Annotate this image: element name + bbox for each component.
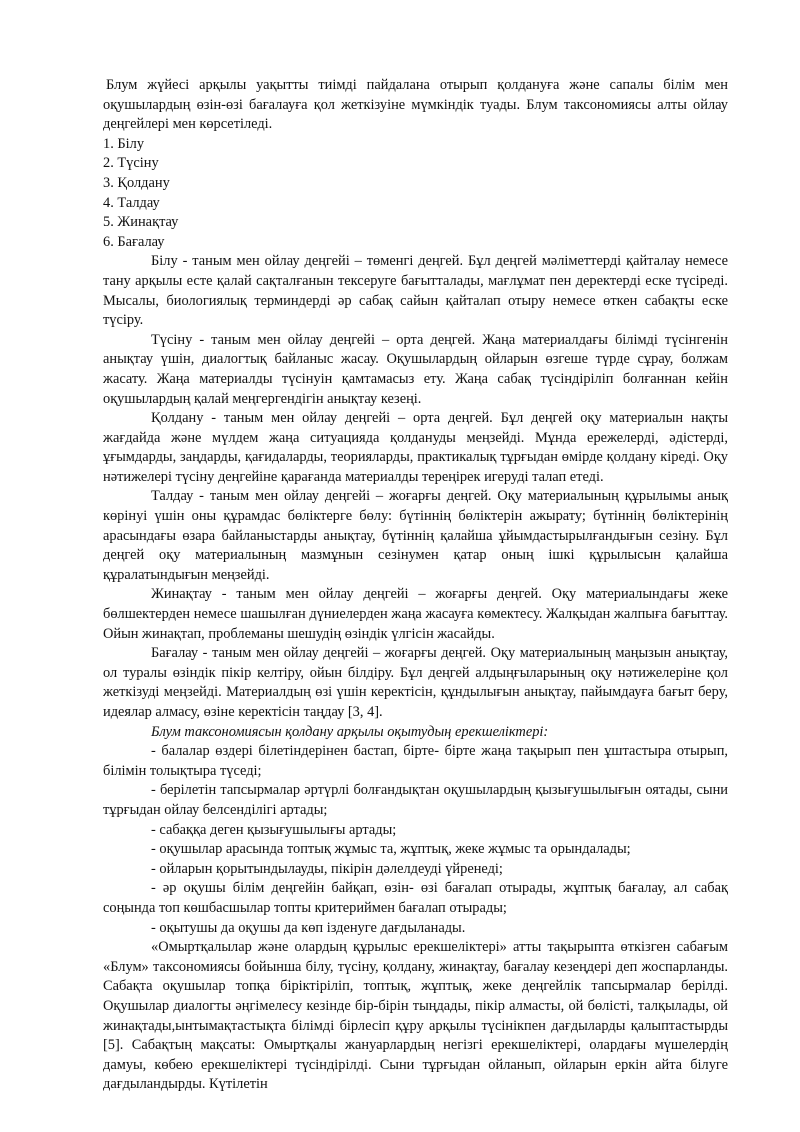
paragraph-application: Қолдану - таным мен ойлау деңгейі – орта деңгей. Бұл деңгей оқу материалын нақты жағдайда және мүлдем жаңа ситуацияда қолдануды меңзейді. Мұнда ережелерді, әдістерді, ұғымдарды, заңдарды, қағидаларды, теорияларды, практикалық тұрғыдан өмірде қолдану кіреді. Оқу нәтижелері түсіну деңгейіне қарағанда материалды тереңірек игеруді талап етеді.	[103, 410, 728, 485]
intro-paragraph: Блум жүйесі арқылы уақытты тиімді пайдалана отырып қолдануға және сапалы білім мен оқушылардың өзін-өзі бағалауға қол жеткізуіне мүмкіндік туады. Блум таксономиясы алты ойлау деңгейлері мен көрсетіледі.	[103, 77, 728, 133]
feature-item: - оқушылар арасында топтық жұмыс та, жұптық, жеке жұмыс та орындалады;	[151, 841, 631, 858]
paragraph-evaluation: Бағалау - таным мен ойлау деңгейі – жоғарғы деңгей. Оқу материалының маңызын анықтау, ол туралы өзіндік пікір келтіру, ойын білдіру. Бұл деңгей алдыңғыларының оқу нәтижелеріне қол жеткізуді меңзейді. Материалдың өзі үшін керектісін, құндылығын анықтау, пайымдауға бағыт беру, идеялар алмасу, өзіне керектісін таңдау [3, 4].	[103, 645, 728, 720]
feature-item: - балалар өздері білетіндерінен бастап, біртe- біртe жаңа тақырып пен ұштастыра отырып, білімін толықтыра түседі;	[103, 743, 728, 779]
level-item: 2. Түсіну	[103, 155, 159, 172]
level-item: 4. Талдау	[103, 194, 160, 211]
paragraph-knowledge: Білу - таным мен ойлау деңгейі – төменгі деңгей. Бұл деңгей мәліметтерді қайталау немесе тану арқылы есте қалай сақталғанын тексеруге бағытталады, мағлұмат пен деректерді еске түсіреді. Мысалы, биологиялық терминдерді әр сабақ сайын қайталап отыру немесе өткен сабақты еске түсіру.	[103, 253, 728, 329]
paragraph-comprehension: Түсіну - таным мен ойлау деңгейі – орта деңгей. Жаңа материалдағы білімді түсінгенін анықтау үшін, диалогтық байланыс жасау. Оқушылардың ойларын өзгеше түрде сұрау, болжам жасату. Жаңа материалды түсінуін қамтамасыз ету. Жаңа сабақ түсіндіріліп болғаннан кейін оқушылардың қалай меңгергендігін анықтау кезеңі.	[103, 331, 728, 407]
levels-list	[103, 135, 728, 253]
level-item: 3. Қолдану	[103, 174, 170, 191]
level-item: 1. Білу	[103, 135, 145, 152]
level-item: 6. Бағалау	[103, 233, 165, 250]
feature-item: - әр оқушы білім деңгейін байқап, өзін- өзі бағалап отырады, жұптық бағалау, ал сабақ соңында топ көшбасшылар топты критериймен бағалап отырады;	[103, 880, 728, 916]
level-item: 5. Жинақтау	[103, 214, 179, 231]
feature-item: - оқытушы да оқушы да көп ізденуге дағдыланады.	[151, 919, 466, 936]
paragraph-synthesis: Жинақтау - таным мен ойлау деңгейі – жоғарғы деңгей. Оқу материалындағы жеке бөлшектерден немесе шашылған дүниелерден жаңа жасауға көмектесу. Жалқыдан жалпыға бағыттау. Ойын жинақтап, проблеманы шешудің өзіндік үлгісін жасайды.	[103, 586, 728, 642]
features-heading: Блум таксономиясын қолдану арқылы оқытудың ерекшеліктері:	[151, 723, 549, 740]
feature-item: - сабаққа деген қызығушылығы артады;	[151, 821, 397, 838]
closing-paragraph: «Омыртқалылар және олардың құрылыс ерекшеліктері» атты тақырыпта өткізген сабағым «Блум» таксономиясы бойынша білу, түсіну, қолдану, жинақтау, бағалау кезеңдері деп жоспарланды. Сабақта оқушылар топқа біріктіріліп, топтық, жұптық, жеке деңгейлік тапсырмалар берілді. Оқушылар диалогты әңгімелесу кезінде бір-бірін тыңдады, пікір алмасты, ой бөлісті, талқылады, ой жинақтады,ынтымақтастықта білімді бірлесіп құру арқылы түсінікпен дағдыларды қалыптастырды [5]. Сабақтың мақсаты: Омыртқалы жануарлардың негізгі ерекшеліктері, олардағы мүшелердің дамуы, көбею ерекшеліктері түсіндірілді. Сыни тұрғыдан ойланып, ойларын еркін айта білуге дағдыландырды. Күтілетін	[103, 939, 728, 1093]
feature-item: - берілетін тапсырмалар әртүрлі болғандықтан оқушылардың қызығушылығын оятады, сыни тұрғыдан ойлау белсенділігі артады;	[103, 782, 728, 818]
feature-item: - ойларын қорытындылауды, пікірін дәлелдеуді үйренеді;	[151, 860, 503, 877]
paragraph-analysis: Талдау - таным мен ойлау деңгейі – жоғарғы деңгей. Оқу материалының құрылымы анық көрінуі үшін оны құрамдас бөліктерге бөлу: бүтіннің бөліктерін ажырату; бүтіннің бөліктерінің арасындағы өзара байланыстарды анықтау, бүтіннің қалайша ұйымдастырылғандығын сезіну. Бұл деңгей оқу материалының мазмұнын сезінумен қатар оның ішкі құрылысын қалайша құралатындығын меңзейді.	[103, 488, 728, 583]
